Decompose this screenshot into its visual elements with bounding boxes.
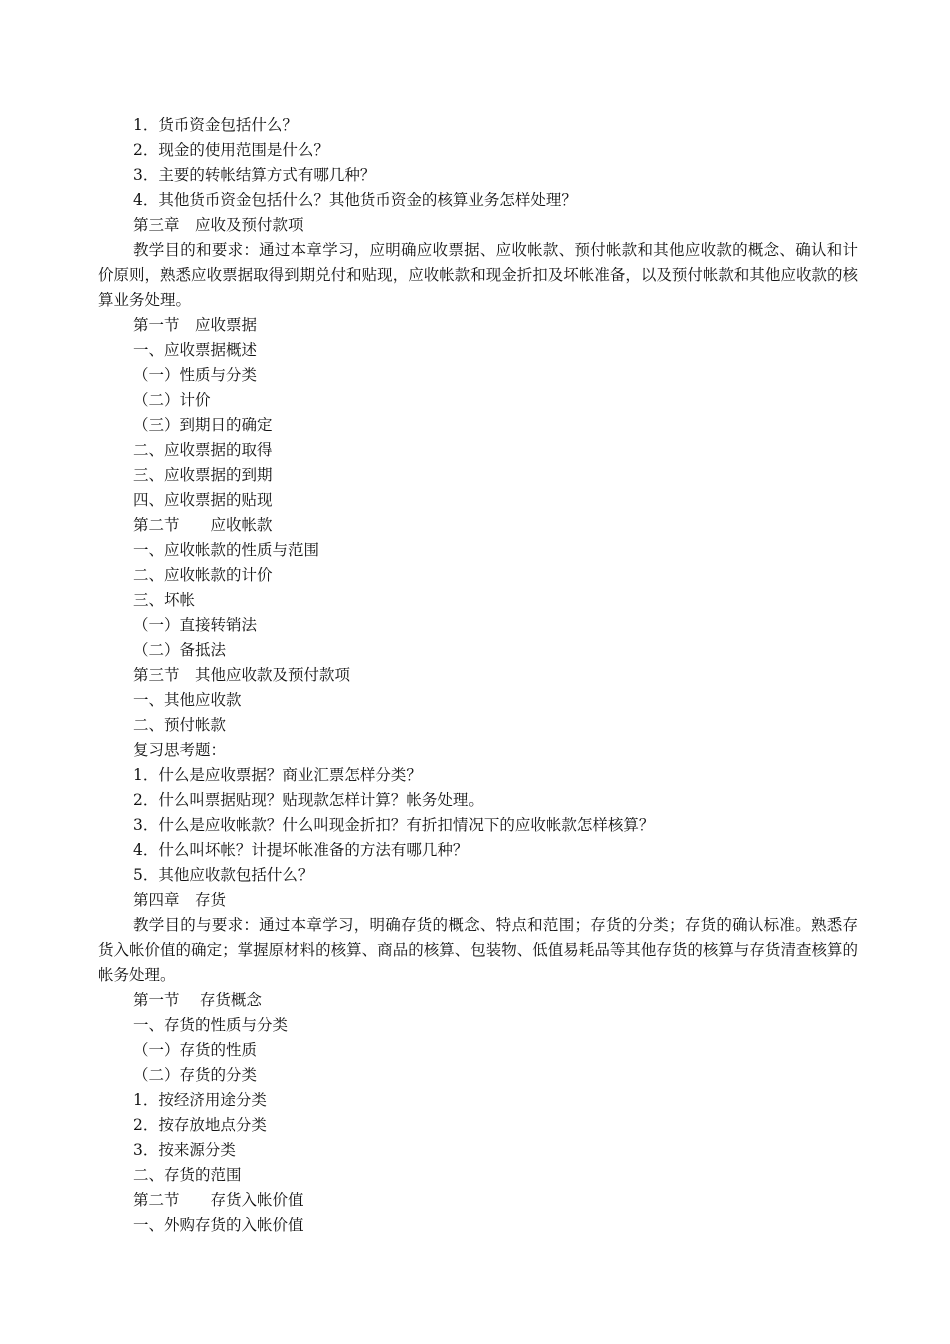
text-line: 一、存货的性质与分类 [133, 1016, 289, 1034]
text-line: 第一节 应收票据 [133, 316, 258, 334]
text-line: 一、其他应收款 [133, 691, 242, 709]
document-body [98, 113, 858, 1238]
text-line: （一）直接转销法 [133, 616, 258, 634]
text-line: 四、应收票据的贴现 [133, 491, 273, 509]
text-line: 3．主要的转帐结算方式有哪几种？ [133, 166, 376, 184]
text-line: 第三节 其他应收款及预付款项 [133, 666, 351, 684]
text-line: 一、外购存货的入帐价值 [133, 1216, 304, 1234]
text-line: 1．货币资金包括什么？ [133, 116, 298, 134]
text-line: 2．什么叫票据贴现？贴现款怎样计算？帐务处理。 [133, 791, 484, 809]
text-line: 第一节 存货概念 [133, 991, 262, 1009]
text-line: 三、坏帐 [133, 591, 196, 609]
text-line: 2．按存放地点分类 [133, 1116, 267, 1134]
text-line: 4．什么叫坏帐？计提坏帐准备的方法有哪几种？ [133, 841, 469, 859]
text-line: （二）存货的分类 [133, 1066, 258, 1084]
text-line: 1．按经济用途分类 [133, 1091, 267, 1109]
text-line: 三、应收票据的到期 [133, 466, 273, 484]
text-line: 3．按来源分类 [133, 1141, 236, 1159]
text-line: 一、应收票据概述 [133, 341, 258, 359]
text-line: （二）计价 [133, 391, 211, 409]
text-line: 第二节 存货入帐价值 [133, 1191, 304, 1209]
text-line: 复习思考题： [133, 741, 227, 759]
text-line: （一）存货的性质 [133, 1041, 258, 1059]
text-line: 第三章 应收及预付款项 [133, 216, 304, 234]
text-line: 5．其他应收款包括什么？ [133, 866, 314, 884]
text-line: 二、应收票据的取得 [133, 441, 273, 459]
text-line: 一、应收帐款的性质与范围 [133, 541, 320, 559]
text-line: 4．其他货币资金包括什么？其他货币资金的核算业务怎样处理？ [133, 191, 577, 209]
text-line: （三）到期日的确定 [133, 416, 273, 434]
text-line: 1．什么是应收票据？商业汇票怎样分类？ [133, 766, 422, 784]
text-line: 第四章 存货 [133, 891, 227, 909]
text-line: 二、预付帐款 [133, 716, 227, 734]
paragraph: 教学目的与要求：通过本章学习，明确存货的概念、特点和范围；存货的分类；存货的确认标准。熟悉存货入帐价值的确定；掌握原材料的核算、商品的核算、包装物、低值易耗品等其他存货的核算与存货清查核算的帐务处理。 [98, 916, 858, 984]
paragraph: 教学目的和要求：通过本章学习，应明确应收票据、应收帐款、预付帐款和其他应收款的概念、确认和计价原则，熟悉应收票据取得到期兑付和贴现，应收帐款和现金折扣及坏帐准备，以及预付帐款和其他应收款的核算业务处理。 [98, 241, 858, 309]
text-line: 第二节 应收帐款 [133, 516, 273, 534]
text-line: （一）性质与分类 [133, 366, 258, 384]
text-line: （二）备抵法 [133, 641, 227, 659]
text-line: 3．什么是应收帐款？什么叫现金折扣？有折扣情况下的应收帐款怎样核算？ [133, 816, 655, 834]
text-line: 二、应收帐款的计价 [133, 566, 273, 584]
text-line: 二、存货的范围 [133, 1166, 242, 1184]
text-line: 2．现金的使用范围是什么？ [133, 141, 329, 159]
